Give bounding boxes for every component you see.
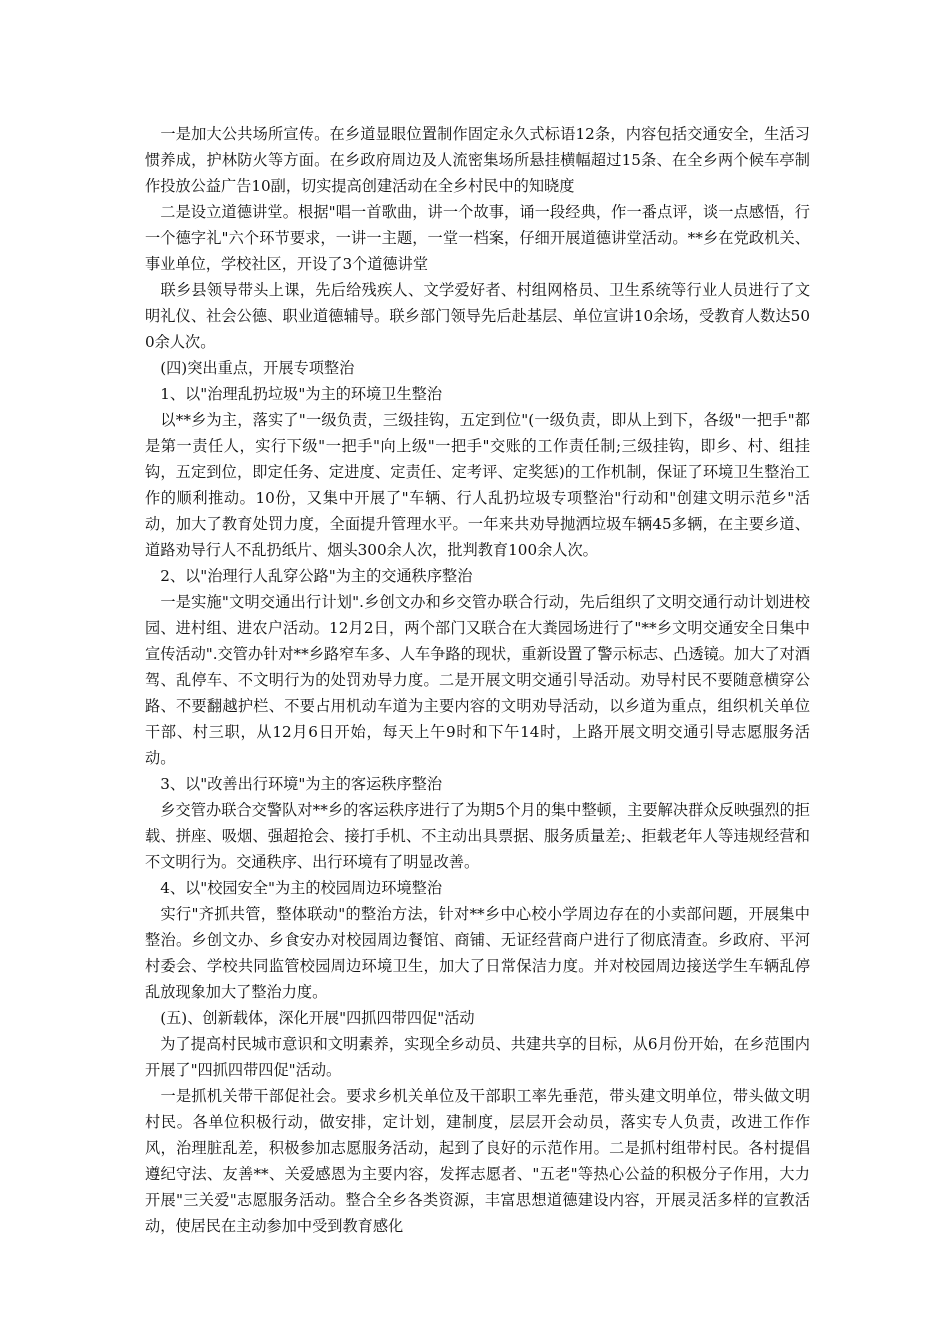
section-heading: (四)突出重点，开展专项整治	[145, 359, 355, 377]
subsection-heading: 3、以"改善出行环境"为主的客运秩序整治	[145, 775, 443, 793]
document-body	[145, 121, 810, 1239]
paragraph: 联乡县领导带头上课，先后给残疾人、文学爱好者、村组网格员、卫生系统等行业人员进行了文明礼仪、社会公德、职业道德辅导。联乡部门领导先后赴基层、单位宣讲10余场，受教育人数达500余人次。	[145, 281, 810, 351]
paragraph: 为了提高村民城市意识和文明素养，实现全乡动员、共建共享的目标，从6月份开始，在乡范围内开展了"四抓四带四促"活动。	[145, 1035, 810, 1079]
paragraph: 一是实施"文明交通出行计划".乡创文办和乡交管办联合行动，先后组织了文明交通行动计划进校园、进村组、进农户活动。12月2日，两个部门又联合在大粪园场进行了"**乡文明交通安全日集中宣传活动".交管办针对**乡路窄车多、人车争路的现状，重新设置了警示标志、凸透镜。加大了对酒驾、乱停车、不文明行为的处罚劝导力度。二是开展文明交通引导活动。劝导村民不要随意横穿公路、不要翻越护栏、不要占用机动车道为主要内容的文明劝导活动，以乡道为重点，组织机关单位干部、村三职，从12月6日开始，每天上午9时和下午14时，上路开展文明交通引导志愿服务活动。	[145, 593, 810, 767]
paragraph: 二是设立道德讲堂。根据"唱一首歌曲，讲一个故事，诵一段经典，作一番点评，谈一点感悟，行一个德字礼"六个环节要求，一讲一主题，一堂一档案，仔细开展道德讲堂活动。**乡在党政机关、事业单位，学校社区，开设了3个道德讲堂	[145, 203, 810, 273]
paragraph: 乡交管办联合交警队对**乡的客运秩序进行了为期5个月的集中整顿，主要解决群众反映强烈的拒载、拼座、吸烟、强超抢会、接打手机、不主动出具票据、服务质量差;、拒载老年人等违规经营和不文明行为。交通秩序、出行环境有了明显改善。	[145, 801, 810, 871]
paragraph: 一是加大公共场所宣传。在乡道显眼位置制作固定永久式标语12条，内容包括交通安全，生活习惯养成，护林防火等方面。在乡政府周边及人流密集场所悬挂横幅超过15条、在全乡两个候车亭制作投放公益广告10副，切实提高创建活动在全乡村民中的知晓度	[145, 125, 810, 195]
paragraph: 一是抓机关带干部促社会。要求乡机关单位及干部职工率先垂范，带头建文明单位，带头做文明村民。各单位积极行动，做安排，定计划，建制度，层层开会动员，落实专人负责，改进工作作风，治理脏乱差，积极参加志愿服务活动，起到了良好的示范作用。二是抓村组带村民。各村提倡遵纪守法、友善**、关爱感恩为主要内容，发挥志愿者、"五老"等热心公益的积极分子作用，大力开展"三关爱"志愿服务活动。整合全乡各类资源，丰富思想道德建设内容，开展灵活多样的宣教活动，使居民在主动参加中受到教育感化	[145, 1087, 810, 1235]
subsection-heading: 1、以"治理乱扔垃圾"为主的环境卫生整治	[145, 385, 443, 403]
subsection-heading: 2、以"治理行人乱穿公路"为主的交通秩序整治	[145, 567, 473, 585]
section-heading: (五)、创新载体，深化开展"四抓四带四促"活动	[145, 1009, 475, 1027]
subsection-heading: 4、以"校园安全"为主的校园周边环境整治	[145, 879, 443, 897]
paragraph: 以**乡为主，落实了"一级负责，三级挂钩，五定到位"(一级负责，即从上到下，各级"一把手"都是第一责任人，实行下级"一把手"向上级"一把手"交账的工作责任制;三级挂钩，即乡、村、组挂钩，五定到位，即定任务、定进度、定责任、定考评、定奖惩)的工作机制，保证了环境卫生整治工作的顺利推动。10份，又集中开展了"车辆、行人乱扔垃圾专项整治"行动和"创建文明示范乡"活动，加大了教育处罚力度，全面提升管理水平。一年来共劝导抛洒垃圾车辆45多辆，在主要乡道、道路劝导行人不乱扔纸片、烟头300余人次，批判教育100余人次。	[145, 411, 810, 559]
paragraph: 实行"齐抓共管，整体联动"的整治方法，针对**乡中心校小学周边存在的小卖部问题，开展集中整治。乡创文办、乡食安办对校园周边餐馆、商铺、无证经营商户进行了彻底清查。乡政府、平河村委会、学校共同监管校园周边环境卫生，加大了日常保洁力度。并对校园周边接送学生车辆乱停乱放现象加大了整治力度。	[145, 905, 810, 1001]
